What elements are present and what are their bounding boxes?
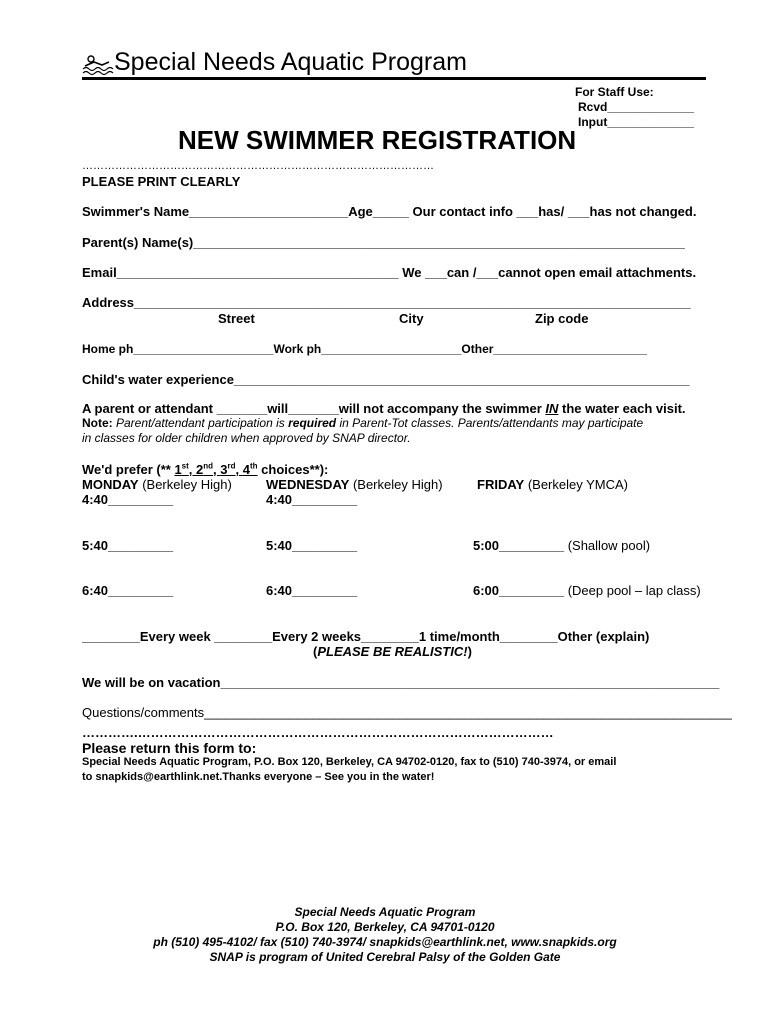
form-title: NEW SWIMMER REGISTRATION [178, 125, 577, 155]
ordinal-3-suffix: rd [227, 461, 236, 471]
ordinal-4-suffix: th [249, 461, 258, 471]
footer-line3: ph (510) 495-4102/ fax (510) 740-3974/ snapkids@earthlink.net, www.snapkids.org [153, 935, 617, 949]
monday-540-slot[interactable]: 5:40_________ [82, 538, 174, 553]
realistic-close: ) [467, 644, 472, 659]
friday-500-blank: 5:00_________ [473, 538, 565, 553]
note-required: required [288, 416, 337, 430]
friday-600-slot[interactable] [473, 583, 701, 598]
print-clearly: PLEASE PRINT CLEARLY [82, 174, 241, 189]
questions-field[interactable]: Questions/comments_________________________________________________________________________ [82, 705, 732, 720]
ordinal-sep-1: , [188, 462, 197, 477]
friday-day: FRIDAY [477, 477, 525, 492]
parent-names-field[interactable]: Parent(s) Name(s)____________________________________________________________________ [82, 235, 685, 250]
dotted-separator-top: …………………………………………………………………………………… [82, 160, 434, 172]
address-field[interactable]: Address_____________________________________________________________________________ [82, 295, 691, 310]
friday-location: (Berkeley YMCA) [524, 477, 628, 492]
friday-500-slot[interactable] [473, 538, 650, 553]
prefer-heading [82, 462, 328, 477]
monday-day: MONDAY [82, 477, 139, 492]
attendance-line[interactable] [82, 401, 686, 416]
address-street-label: Street [218, 311, 255, 326]
rcvd-field: Rcvd_____________ [578, 100, 695, 114]
footer-line1: Special Needs Aquatic Program [294, 905, 476, 919]
wednesday-540-slot[interactable]: 5:40_________ [266, 538, 358, 553]
ordinal-1-suffix: st [181, 461, 189, 471]
address-city-label: City [399, 311, 424, 326]
friday-600-blank: 6:00_________ [473, 583, 565, 598]
return-address-line1: Special Needs Aquatic Program, P.O. Box 120, Berkeley, CA 94702-0120, fax to (510) 740-3974, or email [82, 756, 617, 768]
ordinal-3: 3 [220, 462, 228, 477]
swimmer-name-field[interactable]: Swimmer's Name______________________Age_____ Our contact info ___has/ ___has not changed. [82, 204, 697, 219]
ordinal-2: 2 [196, 462, 204, 477]
wednesday-440-slot[interactable]: 4:40_________ [266, 492, 358, 507]
wednesday-day: WEDNESDAY [266, 477, 350, 492]
attendance-text-post: the water each visit. [558, 401, 686, 416]
attendance-note [82, 416, 643, 430]
footer-line2: P.O. Box 120, Berkeley, CA 94701-0120 [275, 920, 495, 934]
dotted-separator-bottom: ………….…………………………………………………………………………………… [82, 725, 554, 740]
return-heading: Please return this form to: [82, 740, 257, 756]
monday-location: (Berkeley High) [138, 477, 232, 492]
prefer-pre: We'd prefer (** [82, 462, 175, 477]
ordinal-sep-3: , [235, 462, 243, 477]
vacation-field[interactable]: We will be on vacation_____________________________________________________________________ [82, 675, 720, 690]
friday-500-note: (Shallow pool) [564, 538, 651, 553]
input-field: Input_____________ [578, 115, 695, 129]
prefer-post: choices**): [257, 462, 329, 477]
staff-use-label: For Staff Use: [575, 85, 654, 99]
attendance-note-line2: in classes for older children when approved by SNAP director. [82, 431, 411, 445]
attendance-in-emphasis: IN [545, 401, 559, 416]
ordinal-4: 4 [242, 462, 250, 477]
ordinal-2-suffix: nd [203, 461, 214, 471]
frequency-line[interactable]: ________Every week ________Every 2 weeks________1 time/month________Other (explain) [82, 629, 650, 644]
swimmer-icon [82, 54, 114, 76]
realistic-text: PLEASE BE REALISTIC! [317, 644, 468, 659]
wednesday-header [266, 477, 443, 492]
monday-640-slot[interactable]: 6:40_________ [82, 583, 174, 598]
header-rule [82, 77, 706, 80]
note-text-a: Parent/attendant participation is [112, 416, 289, 430]
ordinal-1: 1 [174, 462, 182, 477]
return-address-line2: to snapkids@earthlink.net.Thanks everyone – See you in the water! [82, 771, 435, 783]
address-zip-label: Zip code [535, 311, 589, 326]
program-title: Special Needs Aquatic Program [114, 48, 467, 76]
footer-line4: SNAP is program of United Cerebral Palsy of the Golden Gate [209, 950, 561, 964]
friday-600-note: (Deep pool – lap class) [564, 583, 701, 598]
wednesday-640-slot[interactable]: 6:40_________ [266, 583, 358, 598]
realistic-open: ( [313, 644, 318, 659]
monday-440-slot[interactable]: 4:40_________ [82, 492, 174, 507]
water-experience-field[interactable]: Child's water experience_______________________________________________________________ [82, 372, 690, 387]
note-label: Note: [82, 416, 113, 430]
email-field[interactable]: Email_______________________________________ We ___can /___cannot open email attachments. [82, 265, 697, 280]
ordinal-sep-2: , [213, 462, 221, 477]
realistic-note [313, 644, 472, 659]
phones-field[interactable]: Home ph_____________________Work ph_____________________Other_______________________ [82, 342, 647, 356]
attendance-text-pre: A parent or attendant _______will_______will not accompany the swimmer [82, 401, 546, 416]
wednesday-location: (Berkeley High) [349, 477, 443, 492]
choice-ordinals [174, 462, 257, 477]
monday-header [82, 477, 232, 492]
note-text-b: in Parent-Tot classes. Parents/attendants may participate [336, 416, 644, 430]
friday-header [477, 477, 628, 492]
